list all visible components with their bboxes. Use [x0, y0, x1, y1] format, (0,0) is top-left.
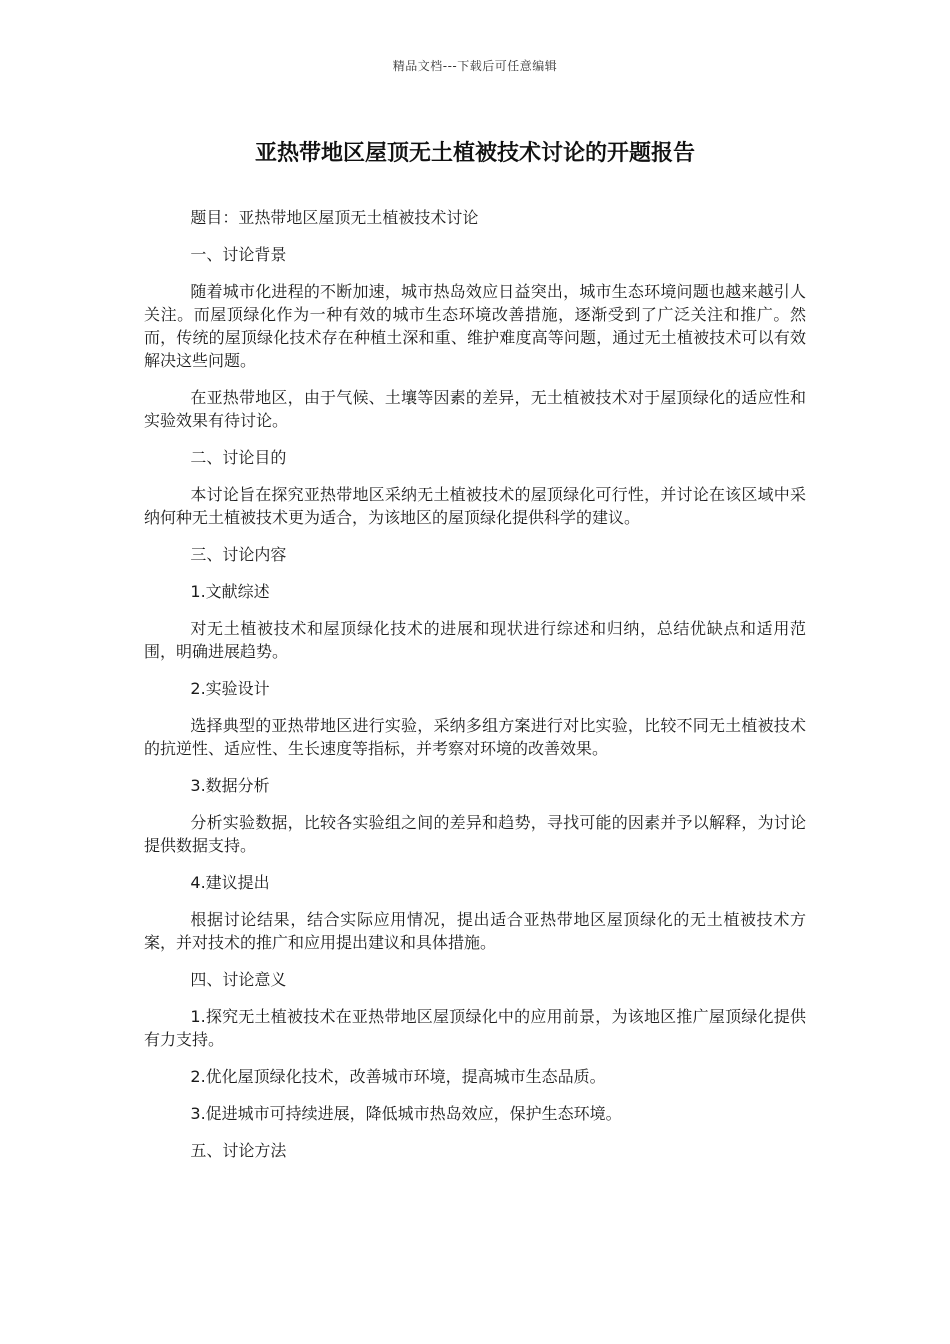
header-note: 精品文档---下载后可任意编辑	[392, 59, 558, 73]
paragraph-significance-3: 3.促进城市可持续进展，降低城市热岛效应，保护生态环境。	[190, 1104, 622, 1123]
section-heading-method: 五、讨论方法	[190, 1141, 287, 1160]
section-heading-content: 三、讨论内容	[190, 545, 287, 564]
paragraph-data-analysis: 分析实验数据，比较各实验组之间的差异和趋势，寻找可能的因素并予以解释，为讨论提供数据支持。	[144, 813, 806, 855]
paragraph-purpose: 本讨论旨在探究亚热带地区采纳无土植被技术的屋顶绿化可行性，并讨论在该区域中采纳何种无土植被技术更为适合，为该地区的屋顶绿化提供科学的建议。	[144, 485, 806, 527]
subheading-literature-review: 1.文献综述	[190, 582, 270, 601]
subheading-recommendations: 4.建议提出	[190, 873, 270, 892]
subheading-experiment-design: 2.实验设计	[190, 679, 270, 698]
paragraph-background-2: 在亚热带地区，由于气候、土壤等因素的差异，无土植被技术对于屋顶绿化的适应性和实验效果有待讨论。	[144, 388, 806, 430]
subheading-data-analysis: 3.数据分析	[190, 776, 270, 795]
paragraph-experiment-design: 选择典型的亚热带地区进行实验，采纳多组方案进行对比实验，比较不同无土植被技术的抗逆性、适应性、生长速度等指标，并考察对环境的改善效果。	[144, 716, 806, 758]
paragraph-background-1: 随着城市化进程的不断加速，城市热岛效应日益突出，城市生态环境问题也越来越引人关注。而屋顶绿化作为一种有效的城市生态环境改善措施，逐渐受到了广泛关注和推广。然而，传统的屋顶绿化技术存在种植土深和重、维护难度高等问题，通过无土植被技术可以有效解决这些问题。	[144, 282, 806, 370]
paragraph-significance-1: 1.探究无土植被技术在亚热带地区屋顶绿化中的应用前景，为该地区推广屋顶绿化提供有力支持。	[144, 1007, 806, 1049]
section-heading-significance: 四、讨论意义	[190, 970, 287, 989]
section-heading-background: 一、讨论背景	[190, 245, 287, 264]
document-body	[144, 206, 806, 1176]
section-heading-purpose: 二、讨论目的	[190, 448, 287, 467]
paragraph-recommendations: 根据讨论结果，结合实际应用情况，提出适合亚热带地区屋顶绿化的无土植被技术方案，并对技术的推广和应用提出建议和具体措施。	[144, 910, 806, 952]
paragraph-significance-2: 2.优化屋顶绿化技术，改善城市环境，提高城市生态品质。	[190, 1067, 606, 1086]
document-title: 亚热带地区屋顶无土植被技术讨论的开题报告	[254, 141, 695, 166]
subject-line: 题目：亚热带地区屋顶无土植被技术讨论	[190, 208, 479, 227]
paragraph-literature-review: 对无土植被技术和屋顶绿化技术的进展和现状进行综述和归纳，总结优缺点和适用范围，明确进展趋势。	[144, 619, 806, 661]
